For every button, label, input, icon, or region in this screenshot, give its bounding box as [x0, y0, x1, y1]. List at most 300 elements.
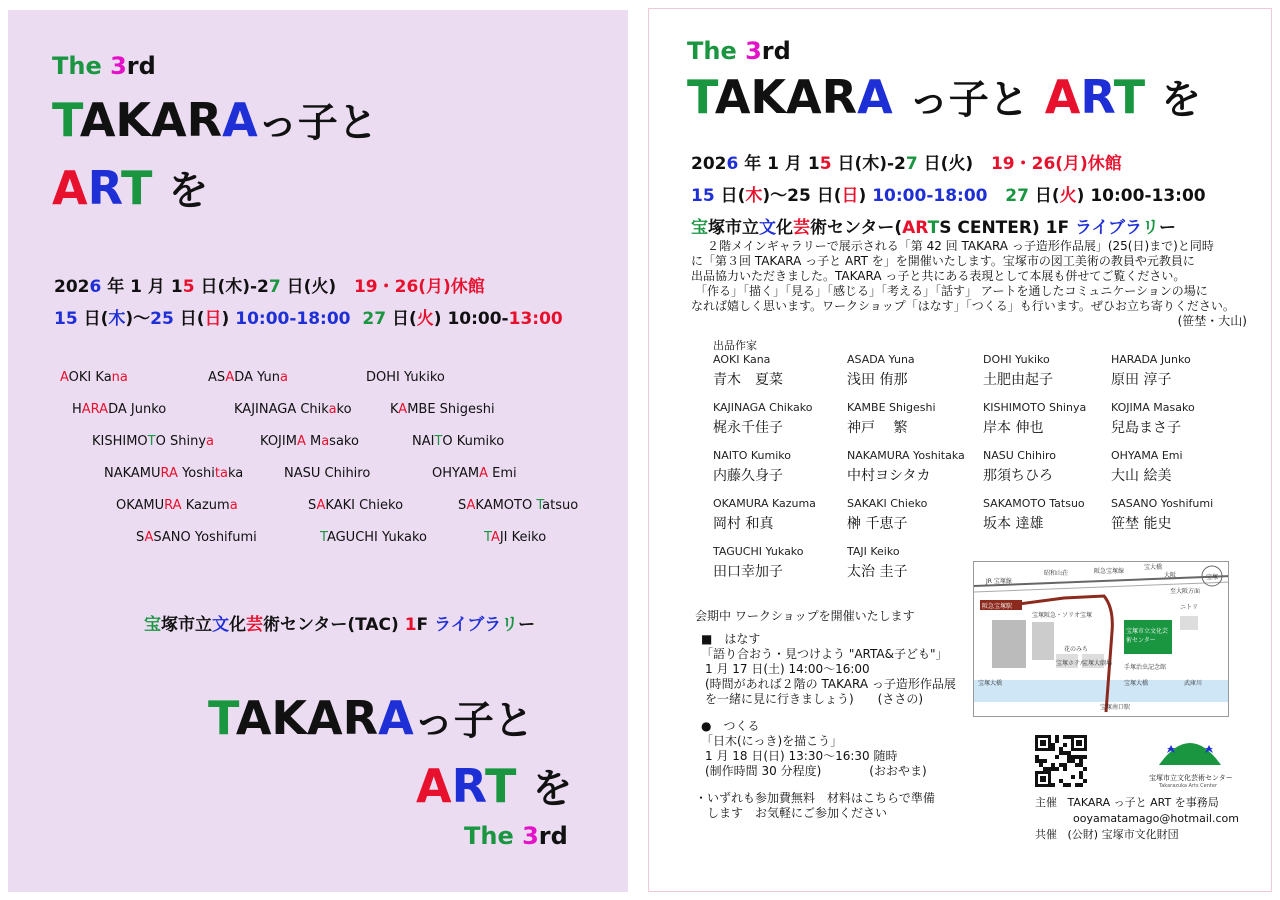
artist-name-part: T	[484, 530, 491, 545]
left-flyer-panel	[8, 10, 628, 892]
left-artist-name	[60, 370, 128, 385]
qr-module	[1083, 755, 1087, 759]
artist-name-jp: 青木 夏菜	[713, 372, 783, 388]
logo-mark	[1145, 729, 1235, 773]
rv-seg: S CENTER)	[939, 218, 1040, 238]
rd-seg: 5	[819, 154, 832, 174]
artist-name-part: ko	[336, 402, 352, 417]
artist-name-en: OKAMURA Kazuma	[713, 497, 816, 510]
host-label: 主催	[1035, 796, 1057, 809]
artist-name-jp: 内藤久身子	[713, 468, 783, 484]
artist-name-part: KOJIM	[260, 434, 297, 449]
description	[691, 239, 1251, 329]
artist-name-en: SASANO Yoshifumi	[1111, 497, 1214, 510]
right-date-line	[691, 149, 1122, 174]
artist-name-en: NAKAMURA Yoshitaka	[847, 449, 965, 462]
desc-line: ２階メインギャラリーで展示される「第 42 回 TAKARA っ子造形作品展」(25(日)まで)と同時	[707, 239, 1214, 253]
workshop-2-line: 1 月 18 日(日) 13:30〜16:30 随時	[705, 749, 898, 763]
bt2-R: R	[451, 759, 485, 813]
map-label: 宝塚大劇場	[1082, 660, 1113, 667]
rv-seg: T	[927, 218, 940, 238]
artist-name-part: RA	[160, 466, 178, 481]
workshop-intro: 会期中 ワークショップを開催いたします	[695, 609, 915, 623]
hours-seg: 日(	[173, 309, 205, 329]
artist-name-part: A	[316, 498, 326, 513]
logo-subtext: Takarazuka Arts Center	[1159, 783, 1217, 789]
artist-name-part: S	[308, 498, 317, 513]
artist-name-part: KAJINAGA Chik	[234, 402, 329, 417]
qr-module	[1055, 739, 1059, 743]
hours-seg: 15	[54, 309, 78, 329]
the3rd-the: The	[52, 52, 102, 80]
left-artist-name	[412, 434, 504, 449]
map-label: JR 宝塚線	[986, 578, 1012, 585]
rv-seg: 芸	[793, 218, 810, 238]
rh-seg: 日(	[1028, 186, 1060, 206]
bottom-title-line-1	[208, 690, 534, 749]
title2-A: A	[52, 161, 88, 215]
rv-seg: リ	[1142, 218, 1160, 238]
hours-seg: 日(	[386, 309, 417, 329]
right-title	[687, 69, 1201, 128]
qr-module	[1059, 763, 1063, 767]
bt2-T: T	[484, 759, 517, 813]
rt-seg: A	[857, 70, 893, 124]
qr-module	[1059, 747, 1063, 751]
date-seg: 5	[182, 277, 195, 297]
workshop-block	[695, 609, 956, 821]
hours-seg: 27	[362, 309, 387, 329]
artist-name-part: A	[490, 530, 500, 545]
rd-closed: 19・26(月)休館	[990, 154, 1122, 174]
artist-name-part: T	[320, 530, 327, 545]
arts-center-logo	[1145, 729, 1235, 799]
rt-seg: T	[1113, 70, 1146, 124]
bottom-title-line-2	[416, 758, 572, 817]
rd-seg: 日(木)-2	[831, 154, 906, 174]
map-label: 宝塚大橋	[1124, 680, 1149, 687]
artist-name-part: JI Keiko	[499, 530, 547, 545]
workshop-2-line: 「日木(にっき)を描こう」	[701, 734, 843, 748]
qr-module	[1071, 775, 1075, 779]
artist-name-part: T	[434, 434, 443, 449]
artist-name-jp: 太治 圭子	[847, 564, 908, 580]
rh-seg: 15	[691, 186, 715, 206]
artist-name-jp: 榊 千恵子	[847, 516, 908, 532]
bottom-the-3rd	[464, 822, 568, 850]
qr-module	[1035, 759, 1039, 763]
desc-signature: (笹埜・大山)	[1177, 314, 1247, 328]
left-artist-name	[308, 498, 403, 513]
artist-name-part: A	[225, 370, 235, 385]
left-artist-name	[208, 370, 288, 385]
artist-name-en: NAITO Kumiko	[713, 449, 791, 462]
venue-seg: 宝	[144, 615, 161, 635]
artist-name-part: a	[206, 434, 214, 449]
artist-name-en: TAGUCHI Yukako	[713, 545, 804, 558]
left-artist-name	[432, 466, 517, 481]
title2-T: T	[120, 161, 153, 215]
building	[1180, 616, 1198, 630]
r3-num: 3	[745, 37, 762, 65]
the3rd-rd: rd	[126, 52, 156, 80]
map-label: 宝塚市立文化芸術センター	[1126, 628, 1169, 644]
artist-name-en: KOJIMA Masako	[1111, 401, 1195, 414]
map-label: 宝塚	[1206, 574, 1219, 581]
left-artist-name	[320, 530, 427, 545]
artist-name-part: a	[280, 370, 289, 385]
artist-name-part: Kazum	[181, 498, 230, 513]
hours-seg: 10:00-	[447, 309, 509, 329]
left-artist-name	[234, 402, 352, 417]
artist-name-jp: 梶永千佳子	[713, 420, 783, 436]
map-label: 至大阪方面	[1170, 588, 1201, 595]
artist-name-part: Emi	[487, 466, 517, 481]
right-venue	[691, 213, 1176, 238]
access-map	[973, 561, 1229, 717]
artist-name-en: KAJINAGA Chikako	[713, 401, 813, 414]
rv-seg: ライブラ	[1075, 218, 1143, 238]
artist-name-part: a	[229, 498, 238, 513]
artist-name-en: OHYAMA Emi	[1111, 449, 1183, 462]
qr-module	[1051, 763, 1055, 767]
artist-name-part: DOHI Yukiko	[366, 370, 445, 385]
date-seg: 6	[89, 277, 102, 297]
left-artist-name	[366, 370, 445, 385]
artist-name-part: O Shiny	[155, 434, 207, 449]
venue-seg: 芸	[246, 615, 263, 635]
artist-name-part: NAKAMU	[104, 466, 161, 481]
artist-name-jp: 笹埜 能史	[1111, 516, 1172, 532]
rt-seg: T	[687, 70, 715, 124]
organizer-block	[1035, 795, 1239, 843]
rv-seg: 塚市立	[708, 218, 759, 238]
artist-name-part: NAI	[412, 434, 435, 449]
the3rd-num: 3	[110, 52, 127, 80]
qr-module	[1063, 763, 1067, 767]
map-label: 阪急宝塚線	[1094, 568, 1125, 575]
artist-name-en: TAJI Keiko	[847, 545, 900, 558]
artist-name-part: AGUCHI Yukako	[326, 530, 427, 545]
qr-module	[1083, 767, 1087, 771]
qr-module	[1039, 763, 1043, 767]
qr-module	[1055, 735, 1059, 739]
artist-name-part: atsuo	[542, 498, 579, 513]
qr-module	[1079, 759, 1083, 763]
artist-name-part: ka	[227, 466, 244, 481]
artist-name-part: OKI Ka	[68, 370, 112, 385]
map-label: 宝塚ホテル	[1056, 660, 1086, 667]
artist-name-part: A	[60, 370, 69, 385]
artist-name-part: DA Yun	[234, 370, 281, 385]
rd-seg: 日(火)	[917, 154, 974, 174]
rv-seg: AR	[902, 218, 928, 238]
artist-name-part: ARA	[81, 402, 109, 417]
rt-seg: A	[1044, 70, 1081, 124]
artist-name-jp: 原田 淳子	[1111, 372, 1172, 388]
rv-seg: 化	[776, 218, 793, 238]
left-artist-name	[104, 466, 243, 481]
workshop-2-line: (制作時間 30 分程度) (おおやま)	[705, 764, 927, 778]
artist-name-en: KAMBE Shigeshi	[847, 401, 936, 414]
rd-seg: 6	[726, 154, 739, 174]
qr-module	[1067, 755, 1071, 759]
hours-seg: 10:00-18:00	[235, 309, 351, 329]
desc-line: なれば嬉しく思います。ワークショップ「はなす」「つくる」も行います。ぜひお立ち寄りください。	[691, 299, 1235, 313]
artist-name-part: T	[536, 498, 543, 513]
qr-module	[1043, 759, 1047, 763]
rh-seg: 火	[1059, 186, 1077, 206]
qr-module	[1059, 779, 1063, 783]
venue-seg: 塚市立	[161, 615, 212, 635]
qr-module	[1055, 767, 1059, 771]
map-label: 阪急宝塚駅	[982, 603, 1013, 610]
title-A: A	[222, 93, 258, 147]
artist-name-en: ASADA Yuna	[847, 353, 915, 366]
venue-seg: 1	[404, 615, 417, 635]
qr-code-graphic	[1035, 735, 1087, 787]
qr-module	[1040, 776, 1046, 782]
right-the-3rd	[687, 37, 791, 65]
qr-module	[1079, 771, 1083, 775]
left-artist-name	[484, 530, 546, 545]
rt-seg: っ子と	[908, 77, 1029, 123]
artist-name-part: SANO Yoshifumi	[153, 530, 257, 545]
qr-module	[1059, 751, 1063, 755]
b3-rd: rd	[538, 822, 568, 850]
workshop-1-line: (時間があれば２階の TAKARA っ子造形作品展	[705, 677, 956, 691]
venue-seg: 化	[229, 615, 246, 635]
artist-name-part: ta	[214, 466, 228, 481]
date-seg: 日(火)	[280, 277, 337, 297]
artist-name-jp: 兒島まさ子	[1111, 420, 1181, 436]
artist-name-jp: 那須ちひろ	[983, 468, 1053, 484]
logo-hill	[1159, 743, 1221, 765]
qr-module	[1075, 755, 1079, 759]
artist-name-part: KISHIMO	[92, 434, 148, 449]
rd-seg: 年 1 月 1	[738, 154, 820, 174]
co-host-value: (公財) 宝塚市文化財団	[1067, 828, 1179, 841]
hours-seg: 13:00	[508, 309, 563, 329]
artist-name-part: Yoshi	[177, 466, 215, 481]
left-artist-name	[284, 466, 370, 481]
artist-name-part: H	[72, 402, 82, 417]
artist-name-part: MBE Shigeshi	[407, 402, 495, 417]
r3-the: The	[687, 37, 737, 65]
r3-rd: rd	[761, 37, 791, 65]
artist-name-en: HARADA Junko	[1111, 353, 1191, 366]
artist-name-part: NASU Chihiro	[284, 466, 371, 481]
venue-seg: リ	[501, 615, 519, 635]
artist-name-part: M	[305, 434, 322, 449]
left-venue	[144, 610, 535, 635]
qr-module	[1075, 783, 1079, 787]
rv-seg: 1F	[1045, 218, 1070, 238]
date-seg: 日(木)-2	[194, 277, 269, 297]
bt2-A: A	[416, 759, 452, 813]
artist-name-part: sako	[329, 434, 359, 449]
right-flyer-panel	[648, 8, 1272, 892]
bt-AKAR: AKAR	[235, 691, 379, 745]
rh-seg: 10:00-13:00	[1090, 186, 1206, 206]
rv-seg: 宝	[691, 218, 708, 238]
qr-module	[1079, 755, 1083, 759]
qr-module	[1051, 767, 1055, 771]
qr-module	[1055, 755, 1059, 759]
qr-module	[1063, 743, 1067, 747]
note-line: します お気軽にご参加ください	[695, 806, 888, 820]
artist-name-part: S	[136, 530, 145, 545]
artist-name-en: DOHI Yukiko	[983, 353, 1050, 366]
host-value: TAKARA っ子と ART を事務局	[1067, 796, 1219, 809]
hours-seg: 火	[416, 309, 434, 329]
hours-seg: 日	[204, 309, 222, 329]
hours-line	[54, 304, 563, 329]
left-artist-name	[458, 498, 578, 513]
rh-seg: 木	[745, 186, 763, 206]
workshop-1-line: 「語り合おう・見つけよう "ARTA&子ども"」	[701, 647, 948, 661]
artist-name-jp: 岡村 和真	[713, 516, 774, 532]
closed-days: 19・26(月)休館	[353, 277, 485, 297]
artist-name-en: SAKAKI Chieko	[847, 497, 928, 510]
rv-seg: ー	[1159, 218, 1177, 238]
rd-seg: 7	[905, 154, 918, 174]
map-label: 宝塚大橋	[978, 680, 1003, 687]
qr-module	[1063, 751, 1067, 755]
b3-the: The	[464, 822, 514, 850]
artist-name-jp: 中村ヨシタカ	[847, 468, 931, 484]
map-label: 宝塚南口駅	[1100, 704, 1131, 711]
artist-name-part: na	[111, 370, 128, 385]
map-label: 宝大橋	[1144, 564, 1163, 571]
bt-rest: っ子と	[413, 698, 534, 744]
hours-seg: )	[221, 309, 230, 329]
venue-seg: 文	[212, 615, 229, 635]
qr-module	[1076, 740, 1082, 746]
workshop-2-heading: ● つくる	[701, 719, 760, 733]
date-seg: 7	[268, 277, 281, 297]
hours-seg: )	[433, 309, 442, 329]
the-3rd-label	[52, 52, 156, 80]
venue-seg: ライブラ	[434, 615, 502, 635]
rv-seg: 術センター(	[810, 218, 903, 238]
rt-seg: AKAR	[714, 70, 858, 124]
qr-module	[1067, 759, 1071, 763]
bt2-rest: を	[532, 766, 573, 812]
hours-seg: )〜	[125, 309, 151, 329]
artist-name-part: KAMOTO	[475, 498, 537, 513]
workshop-1-heading: ■ はなす	[701, 632, 761, 646]
rh-seg: 日(	[714, 186, 746, 206]
left-artist-name	[136, 530, 257, 545]
artist-name-part: AS	[208, 370, 226, 385]
desc-line: に「第３回 TAKARA っ子と ART を」を開催いたします。宝塚市の図工美術の教員や元教員に	[691, 254, 1195, 268]
rh-seg: 日	[841, 186, 859, 206]
title-line-1	[52, 92, 378, 151]
artist-name-part: a	[321, 434, 330, 449]
artist-name-part: O Kumiko	[442, 434, 505, 449]
building	[1032, 622, 1054, 660]
qr-code[interactable]	[1035, 735, 1087, 787]
map-label: ニトリ	[1180, 604, 1199, 611]
qr-module	[1039, 759, 1043, 763]
desc-line: 「作る」「描く」「見る」「感じる」「考える」「話す」 アートを通したコミュニケーションの場に	[695, 284, 1208, 298]
left-artist-name	[116, 498, 238, 513]
artist-name-part: A	[398, 402, 408, 417]
rh-seg: )	[858, 186, 867, 206]
artist-name-part: KAKI Chieko	[325, 498, 404, 513]
hours-seg: 25	[150, 309, 174, 329]
artist-name-part: A	[144, 530, 154, 545]
qr-module	[1067, 735, 1071, 739]
map-label: 宝塚阪急・ソリオ宝塚	[1032, 612, 1092, 619]
left-artist-name	[390, 402, 495, 417]
title-rest: っ子と	[257, 100, 378, 146]
artist-name-jp: 大山 絵美	[1111, 468, 1172, 484]
rh-seg: )	[1076, 186, 1085, 206]
left-artist-name	[72, 402, 166, 417]
co-host-label: 共催	[1035, 828, 1057, 841]
qr-module	[1079, 763, 1083, 767]
qr-module	[1067, 783, 1071, 787]
qr-module	[1075, 763, 1079, 767]
rt-seg: を	[1161, 77, 1202, 123]
qr-module	[1067, 751, 1071, 755]
artist-name-part: DA Junko	[108, 402, 167, 417]
rv-seg: 文	[759, 218, 776, 238]
rh-seg: 10:00-18:00	[872, 186, 988, 206]
title-line-2	[52, 160, 208, 219]
hours-seg: 日(	[77, 309, 109, 329]
qr-module	[1083, 779, 1087, 783]
qr-module	[1071, 759, 1075, 763]
bt-A: A	[378, 691, 414, 745]
venue-seg: 術センター(TAC)	[263, 615, 399, 635]
title-T: T	[52, 93, 80, 147]
venue-seg: F	[416, 615, 429, 635]
building	[992, 620, 1026, 668]
email-link[interactable]	[1035, 811, 1239, 827]
workshop-1-line: 1 月 17 日(土) 14:00〜16:00	[705, 662, 870, 676]
left-artist-name	[260, 434, 359, 449]
qr-module	[1051, 747, 1055, 751]
venue-seg: ー	[518, 615, 536, 635]
title2-rest: を	[168, 168, 209, 214]
email-text[interactable]: ooyamatamago@hotmail.com	[1073, 812, 1239, 825]
b3-num: 3	[522, 822, 539, 850]
map-label: 花のみち	[1064, 646, 1089, 653]
hours-seg: 木	[108, 309, 126, 329]
qr-module	[1079, 783, 1083, 787]
artist-name-part: S	[458, 498, 467, 513]
rail-line	[974, 576, 1229, 586]
qr-module	[1063, 783, 1067, 787]
qr-module	[1051, 743, 1055, 747]
artist-name-en: KISHIMOTO Shinya	[983, 401, 1087, 414]
artist-name-part: A	[479, 466, 488, 481]
date-line	[54, 272, 485, 297]
rd-seg: 202	[691, 154, 727, 174]
map-label: 手塚治虫記念館	[1124, 664, 1167, 671]
qr-module	[1043, 767, 1047, 771]
artist-name-jp: 坂本 達雄	[983, 516, 1044, 532]
qr-module	[1079, 775, 1083, 779]
artist-name-part: A	[296, 434, 306, 449]
date-seg: 202	[54, 277, 90, 297]
workshop-1-line: を一緒に見に行きましょう) (ささの)	[705, 692, 924, 706]
qr-module	[1063, 767, 1067, 771]
qr-module	[1063, 735, 1067, 739]
